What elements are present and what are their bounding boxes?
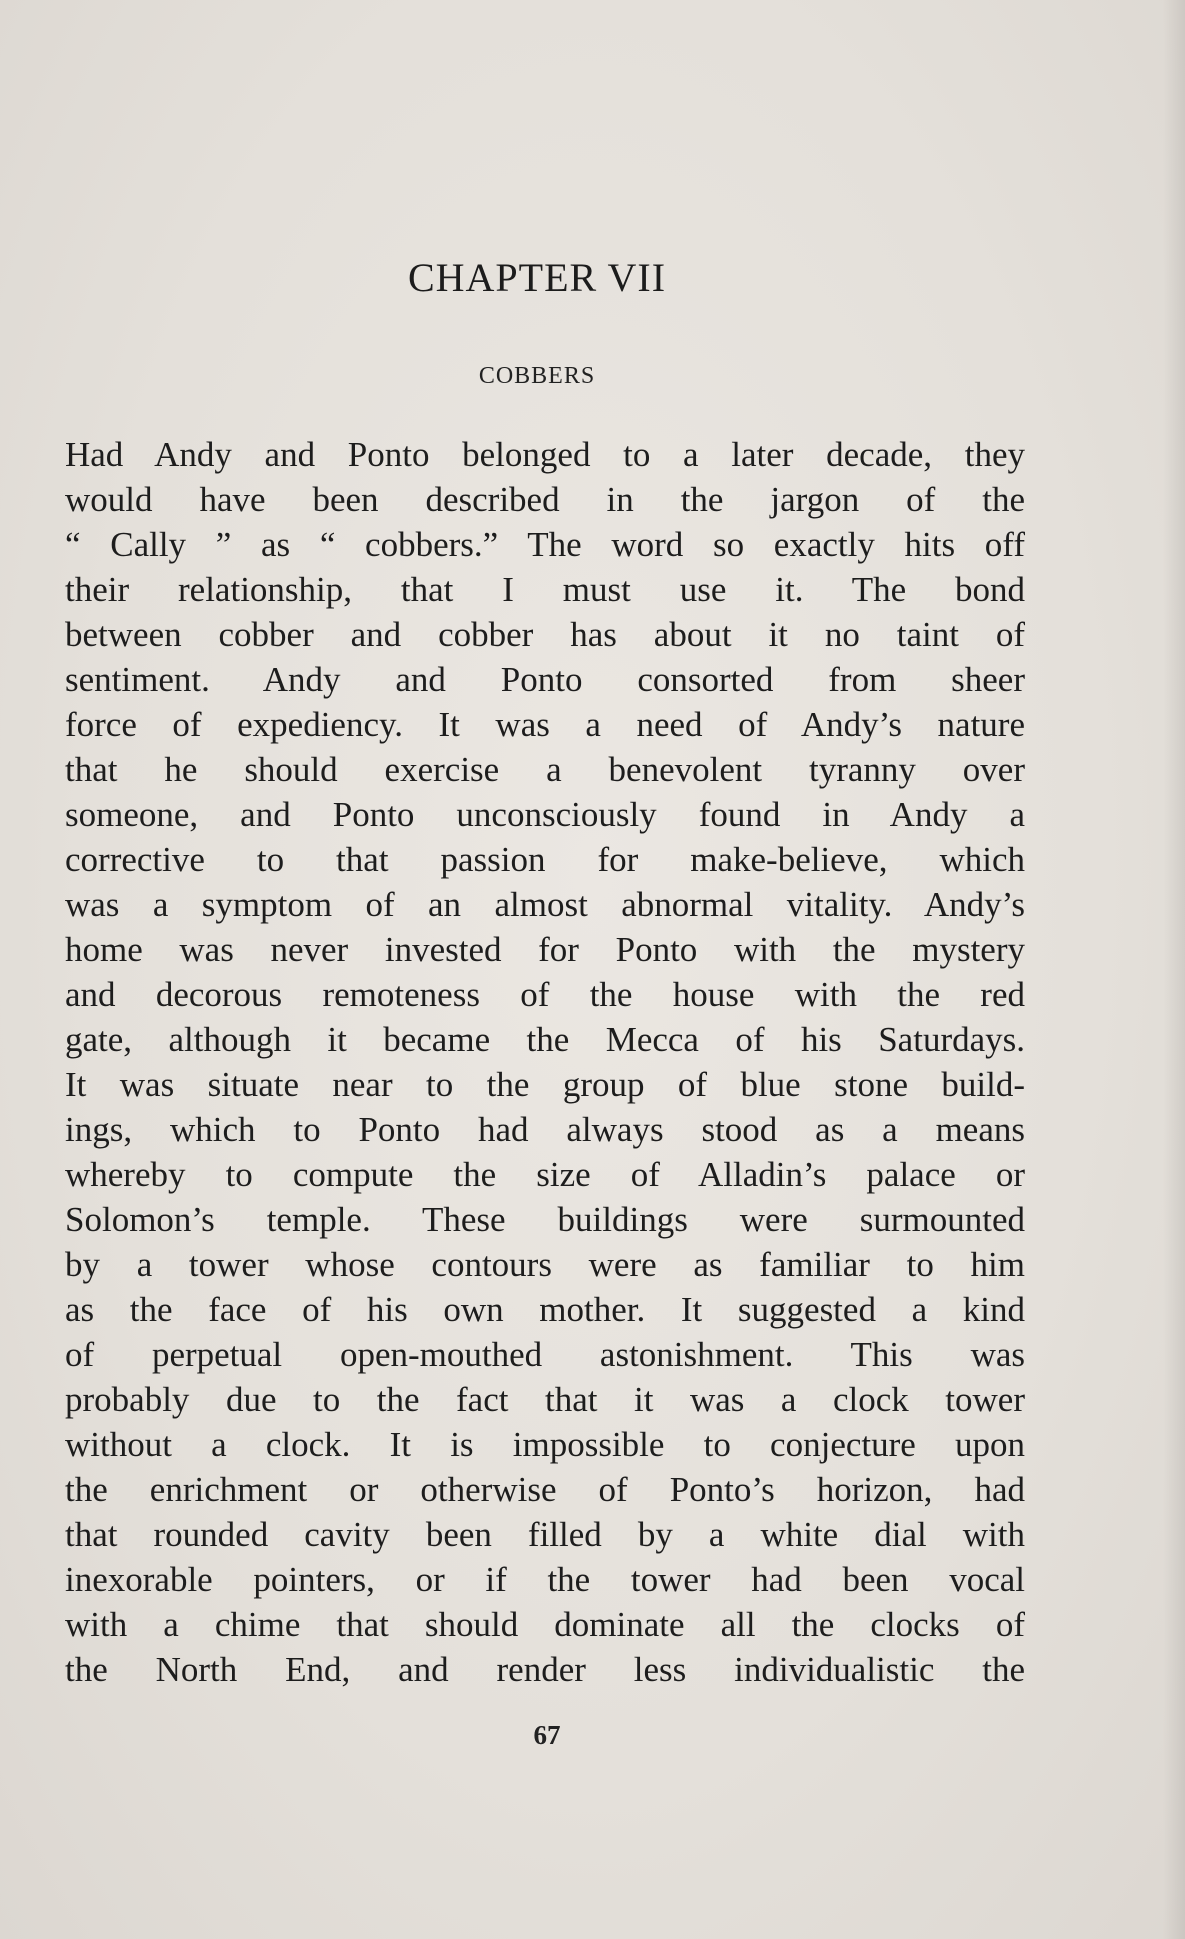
text-line: and decorous remoteness of the house with the red [65, 975, 1025, 1014]
text-line: was a symptom of an almost abnormal vitality. Andy’s [65, 885, 1025, 924]
text-line: without a clock. It is impossible to conjecture upon [65, 1425, 1025, 1464]
text-line: corrective to that passion for make-believe, which [65, 840, 1025, 879]
text-line: Solomon’s temple. These buildings were surmounted [65, 1200, 1025, 1239]
text-line: with a chime that should dominate all the clocks of [65, 1605, 1025, 1644]
text-line: by a tower whose contours were as familiar to him [65, 1245, 1025, 1284]
text-line: the enrichment or otherwise of Ponto’s horizon, had [65, 1470, 1025, 1509]
text-line: force of expediency. It was a need of Andy’s nature [65, 705, 1025, 744]
text-line: someone, and Ponto unconsciously found in Andy a [65, 795, 1025, 834]
text-line: home was never invested for Ponto with the mystery [65, 930, 1025, 969]
text-line: inexorable pointers, or if the tower had been vocal [65, 1560, 1025, 1599]
text-line: as the face of his own mother. It suggested a kind [65, 1290, 1025, 1329]
page-edge-shadow [1163, 0, 1185, 1939]
text-line: of perpetual open-mouthed astonishment. This was [65, 1335, 1025, 1374]
chapter-subtitle: COBBERS [478, 363, 596, 389]
page-number: 67 [533, 1720, 561, 1750]
text-line: It was situate near to the group of blue stone build- [65, 1065, 1025, 1104]
text-line: sentiment. Andy and Ponto consorted from sheer [65, 660, 1025, 699]
text-line: their relationship, that I must use it. The bond [65, 570, 1025, 609]
body-text [65, 432, 1025, 1692]
text-line: that he should exercise a benevolent tyranny over [65, 750, 1025, 789]
text-line: would have been described in the jargon of the [65, 480, 1025, 519]
text-line: “ Cally ” as “ cobbers.” The word so exactly hits off [65, 525, 1025, 564]
chapter-title: CHAPTER VII [407, 255, 667, 300]
text-line: whereby to compute the size of Alladin’s palace or [65, 1155, 1025, 1194]
text-line: gate, although it became the Mecca of his Saturdays. [65, 1020, 1025, 1059]
text-line: probably due to the fact that it was a clock tower [65, 1380, 1025, 1419]
text-line: that rounded cavity been filled by a white dial with [65, 1515, 1025, 1554]
text-line: Had Andy and Ponto belonged to a later decade, they [65, 435, 1025, 474]
text-line: the North End, and render less individualistic the [65, 1650, 1025, 1689]
text-line: between cobber and cobber has about it no taint of [65, 615, 1025, 654]
text-line: ings, which to Ponto had always stood as a means [65, 1110, 1025, 1149]
